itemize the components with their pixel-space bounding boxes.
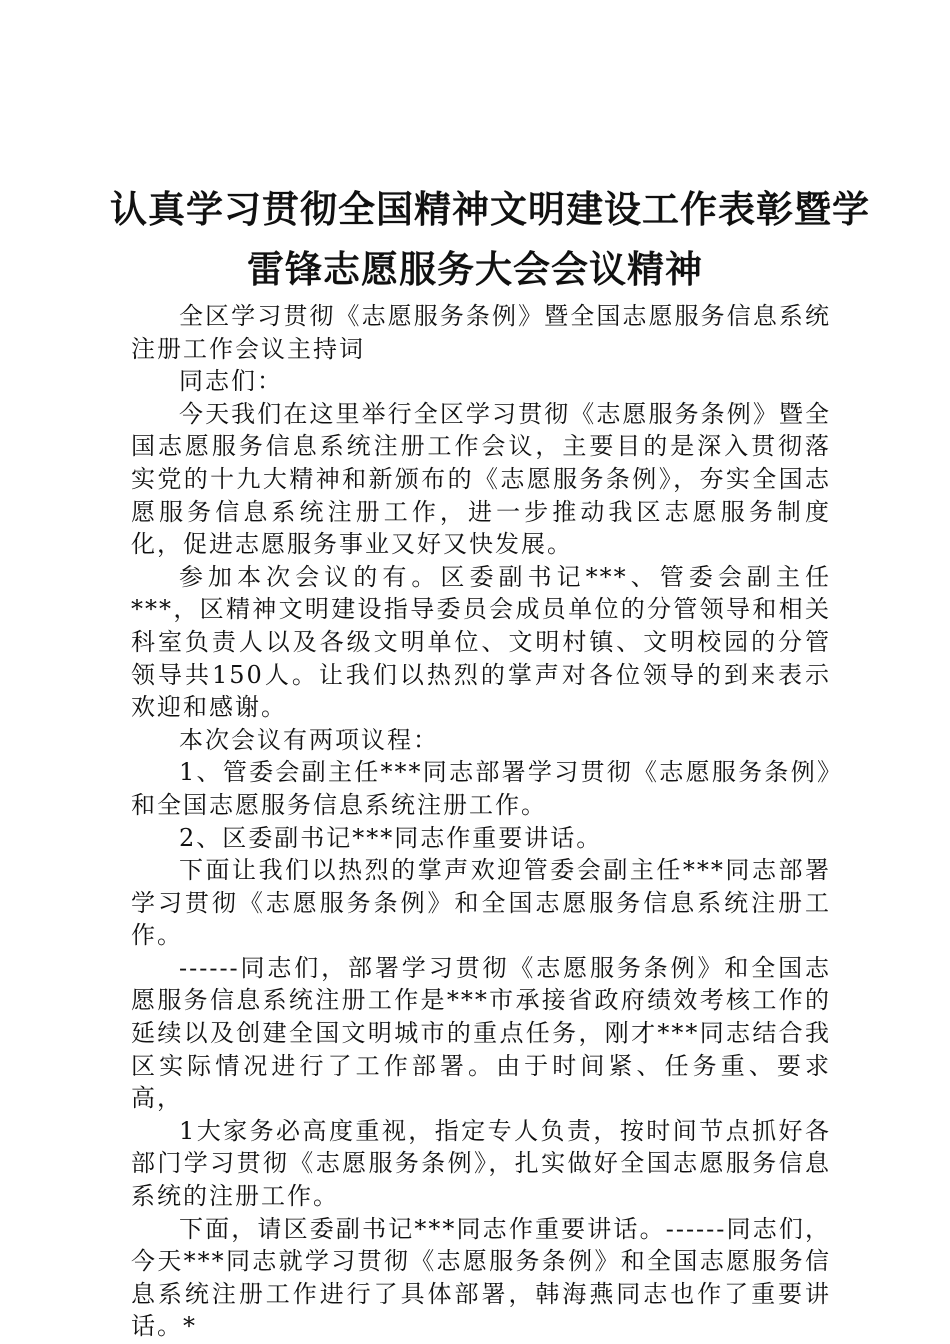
paragraph-subtitle: 全区学习贯彻《志愿服务条例》暨全国志愿服务信息系统注册工作会议主持词 — [131, 302, 831, 363]
paragraph: 参加本次会议的有。区委副书记***、管委会副主任***，区精神文明建设指导委员会成员单位的分管领导和相关科室负责人以及各级文明单位、文明村镇、文明校园的分管领导共150人。让我们以热烈的掌声对各位领导的到来表示欢迎和感谢。 — [131, 562, 831, 722]
paragraph: 1大家务必高度重视，指定专人负责，按时间节点抓好各部门学习贯彻《志愿服务条例》，扎实做好全国志愿服务信息系统的注册工作。 — [131, 1116, 831, 1211]
paragraph: 下面，请区委副书记***同志作重要讲话。------同志们，今天***同志就学习贯彻《志愿服务条例》和全国志愿服务信息系统注册工作进行了具体部署，韩海燕同志也作了重要讲话。* — [131, 1214, 831, 1341]
paragraph: 今天我们在这里举行全区学习贯彻《志愿服务条例》暨全国志愿服务信息系统注册工作会议，主要目的是深入贯彻落实党的十九大精神和新颁布的《志愿服务条例》，夯实全国志愿服务信息系统注册工作，进一步推动我区志愿服务制度化，促进志愿服务事业又好又快发展。 — [131, 399, 831, 559]
paragraph-agenda-item: 1、管委会副主任***同志部署学习贯彻《志愿服务条例》和全国志愿服务信息系统注册工作。 — [131, 758, 831, 819]
document-title-line-2: 雷锋志愿服务大会会议精神 — [247, 248, 703, 291]
paragraph: 本次会议有两项议程： — [179, 725, 439, 754]
document-body — [131, 300, 831, 1343]
paragraph-agenda-item: 2、区委副书记***同志作重要讲话。 — [179, 823, 603, 852]
paragraph: ------同志们，部署学习贯彻《志愿服务条例》和全国志愿服务信息系统注册工作是***市承接省政府绩效考核工作的延续以及创建全国文明城市的重点任务，刚才***同志结合我区实际情况进行了工作部署。由于时间紧、任务重、要求高， — [131, 953, 831, 1113]
paragraph: 下面让我们以热烈的掌声欢迎管委会副主任***同志部署学习贯彻《志愿服务条例》和全国志愿服务信息系统注册工作。 — [131, 856, 831, 950]
document-title-line-1: 认真学习贯彻全国精神文明建设工作表彰暨学 — [110, 188, 870, 231]
paragraph-salutation: 同志们： — [179, 367, 283, 396]
